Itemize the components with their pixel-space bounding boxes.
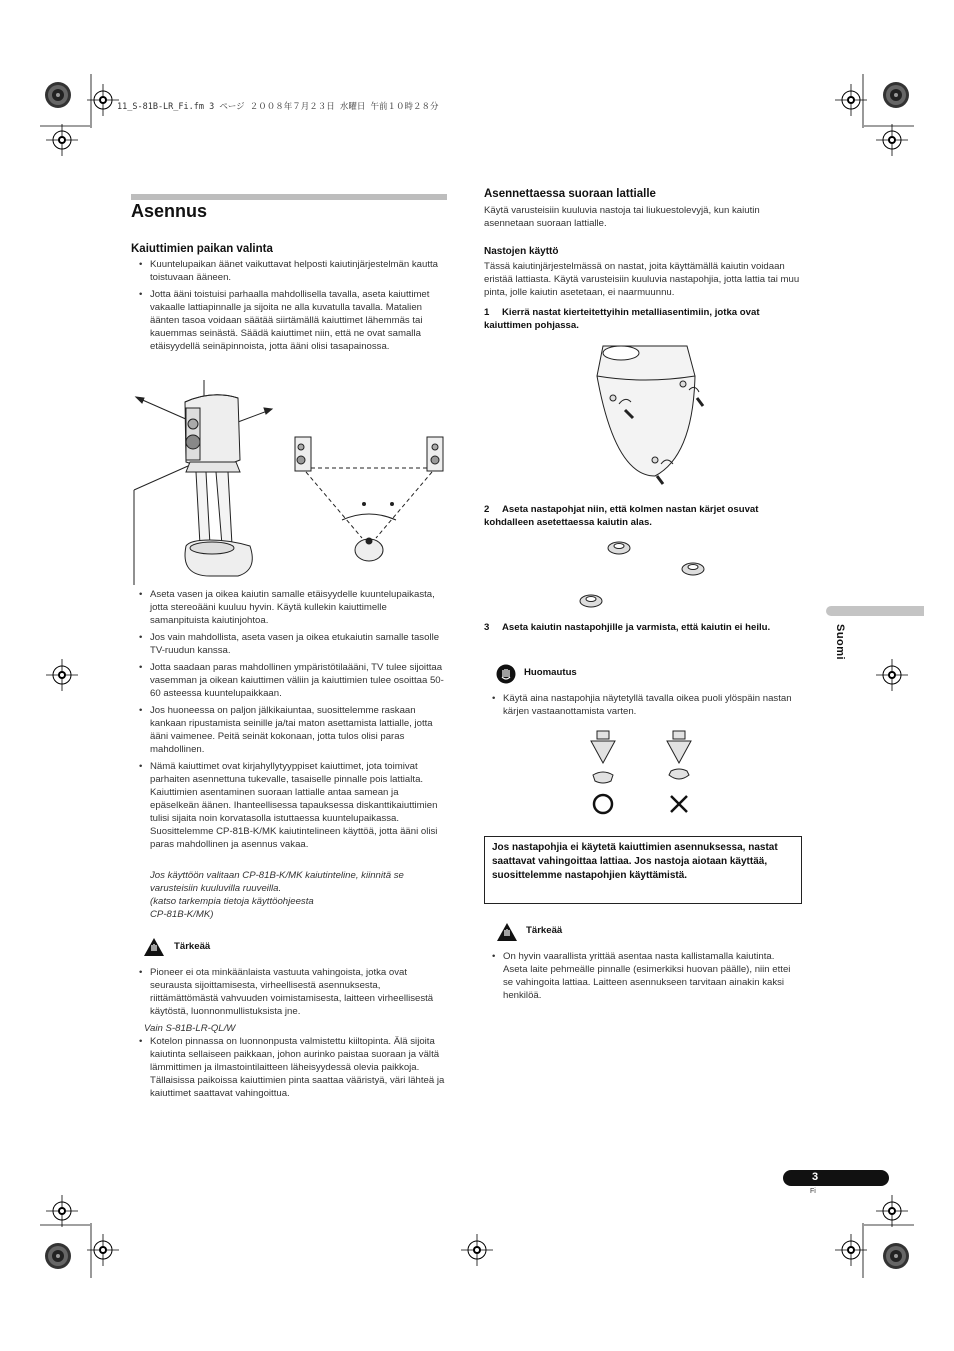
sub-heading-spikes: Nastojen käyttö xyxy=(484,246,559,257)
section-heading-floor: Asennettaessa suoraan lattialle xyxy=(484,188,656,200)
placement-bullets-b xyxy=(133,588,447,855)
language-tab xyxy=(826,606,924,616)
circle-ok-icon xyxy=(594,795,612,813)
note-label: Huomautus xyxy=(524,667,577,678)
spike-orientation-illustration xyxy=(585,727,705,819)
model-note: Vain S-81B-LR-QL/W xyxy=(144,1023,236,1034)
model-bullets xyxy=(133,1035,447,1104)
placement-bullets-a xyxy=(133,258,447,357)
speaker-bottom-illustration xyxy=(575,336,725,486)
note-bullets xyxy=(486,692,800,722)
page-number-pill xyxy=(783,1170,889,1186)
list-item: • Käytä aina nastapohjia näytetyllä tavalla oikea puoli ylöspäin nastan kärjen vastaanottamista varten. xyxy=(486,692,800,718)
important-label-left: Tärkeää xyxy=(174,941,211,952)
important-bullets-left xyxy=(133,966,447,1022)
section-heading-placement: Kaiuttimien paikan valinta xyxy=(131,243,273,255)
cross-ng-icon xyxy=(671,796,687,812)
list-item: • Jos huoneessa on paljon jälkikaiuntaa, suosittelemme raskaan kankaan ripustamista seinille ja/tai maton asettamista lattialle, jotta ääni vaimenee. Peitä seinät kokonaan, jotta tulos olisi paras mahdollinen. xyxy=(133,704,447,756)
title-rule xyxy=(131,194,447,200)
page-language-code: Fi xyxy=(810,1188,816,1195)
spikes-text: Tässä kaiutinjärjestelmässä on nastat, joita käyttämällä kaiutin voidaan eristää lattiasta. Käytä varusteisiin kuuluvia nastapohjia, jotta lattia tai muu pinta, jolle kaiutin asetetaan, ei naarmuunnu. xyxy=(484,261,800,298)
note-hand-icon xyxy=(496,664,516,684)
step-3-number: 3 xyxy=(484,622,490,633)
spike-pads-illustration xyxy=(570,536,720,616)
speaker-stand-illustration xyxy=(130,380,450,585)
warning-box: Jos nastapohjia ei käytetä kaiuttimien asennuksessa, nastat saattavat vahingoittaa lattiaa. Jos nastoja aiotaan käyttää, suosittelemme nastapohjien käyttämistä. xyxy=(484,836,802,904)
important-bullets-right xyxy=(486,950,800,1006)
list-item: • Nämä kaiuttimet ovat kirjahyllytyyppiset kaiuttimet, jota toimivat parhaiten asennettuna tukevalle, tasaiselle pinnalle pois lattialta. Kaiuttimien asentaminen suoraan lattialle antaa samean ja epäselkeän äänen. Ihanteellisessa tapauksessa diskanttikaiuttimien tulisi sijaita noin korvatasolla istuttaessa kuuntelupaikassa. Suosittelemme CP-81B-K/MK kaiutintelineen käyttöä, jotta ääni olisi paras mahdollinen ja asennus vakaa. xyxy=(133,760,447,851)
step-1-text: Kierrä nastat kierteitettyihin metalliasentimiin, jotka ovat kaiuttimen pohjassa. xyxy=(484,307,760,331)
step-1-number: 1 xyxy=(484,307,490,318)
caution-hand-icon xyxy=(143,937,165,957)
list-item: • Pioneer ei ota minkäänlaista vastuuta vahingoista, jotka ovat seurausta sijoittamisesta, virheellisestä asennuksesta, riittämättömästä vahvuuden voimistamisesta, laitteen virheellisestä käytöstä, luonnonmullistuksista jne. xyxy=(133,966,447,1018)
page-number: 3 xyxy=(811,1171,819,1183)
floor-intro: Käytä varusteisiin kuuluvia nastoja tai liukuestolevyjä, kun kaiutin asennetaan suoraan lattialle. xyxy=(484,205,760,229)
list-item: • Jos vain mahdollista, aseta vasen ja oikea etukaiutin samalle tasolle TV-ruudun kanssa. xyxy=(133,631,447,657)
list-item: • Jotta saadaan paras mahdollinen ympäristötilaääni, TV tulee sijoittaa vasemman ja oikean kaiuttimen väliin ja kaiuttimien tulee osoittaa 50-60 asteessa kuuntelupaikkaan. xyxy=(133,661,447,700)
stand-italic-note: Jos käyttöön valitaan CP-81B-K/MK kaiutinteline, kiinnitä se varusteisiin kuuluvilla ruuveilla. (katso tarkempia tietoja käyttöohjeesta CP-81B-K/MK) xyxy=(150,870,404,920)
list-item: • On hyvin vaarallista yrittää asentaa nasta kallistamalla kaiutinta. Aseta laite pehmeälle pinnalle (esimerkiksi huovan päälle), niin ettei se vahingoita lattiaa. Laitteen asennukseen tarvitaan ainakin kaksi henkilöä. xyxy=(486,950,800,1002)
file-header: 11_S-81B-LR_Fi.fm 3 ページ ２００８年７月２３日 水曜日 午前１０時２８分 xyxy=(117,102,439,112)
step-2-number: 2 xyxy=(484,504,490,515)
language-tab-label: Suomi xyxy=(834,624,846,661)
important-label-right: Tärkeää xyxy=(526,925,563,936)
list-item: • Aseta vasen ja oikea kaiutin samalle etäisyydelle kuuntelupaikasta, jotta stereoääni kuuluu hyvin. Käytä kullekin kaiuttimelle samanpituista kaiutinjohtoa. xyxy=(133,588,447,627)
step-3-text: Aseta kaiutin nastapohjille ja varmista, että kaiutin ei heilu. xyxy=(502,622,771,633)
step-2-text: Aseta nastapohjat niin, että kolmen nastan kärjet osuvat kohdalleen asetettaessa kaiutin alas. xyxy=(484,504,759,528)
list-item: • Kuuntelupaikan äänet vaikuttavat helposti kaiutinjärjestelmän kautta toistuvaan ääneen. xyxy=(133,258,447,284)
caution-hand-icon xyxy=(496,922,518,942)
list-item: • Kotelon pinnassa on luonnonpusta valmistettu kiiltopinta. Älä sijoita kaiutinta sellaiseen paikkaan, johon aurinko paistaa suoraan ja vältä lämmittimen ja ilmastointilaitteen läheisyydessä olevia paikkoja. Tällaisissa paikoissa kaiuttimien pinta saattaa vääristyä, väri lähteä ja kaiuttimet saattavat vahingoittua. xyxy=(133,1035,447,1100)
page-title: Asennus xyxy=(131,201,208,221)
list-item: • Jotta ääni toistuisi parhaalla mahdollisella tavalla, aseta kaiuttimet vakaalle lattiapinnalle ja sijoita ne alla kuvatulla tavalla. Matalien äänten tasoa voidaan säätää siirtämällä kaiuttimet lähemmäs tai kauemmas seinästä. Säädä kaiuttimet niin, että ne ovat samalla etäisyydellä seinäpinnoista, jotta ääni olisi tasapainossa. xyxy=(133,288,447,353)
